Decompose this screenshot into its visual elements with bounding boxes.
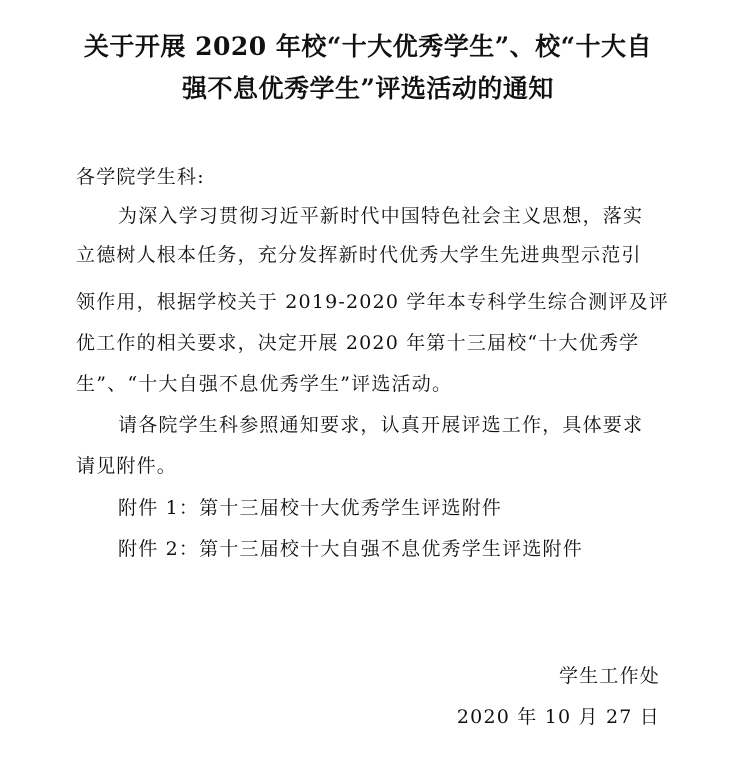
paragraph-2-line-2: 请见附件。 <box>76 455 178 477</box>
paragraph-1-line-4: 优工作的相关要求，决定开展 2020 年第十三届校“十大优秀学 <box>76 332 640 354</box>
attachment-2: 附件 2：第十三届校十大自强不息优秀学生评选附件 <box>118 538 583 560</box>
document-title-line-2: 强不息优秀学生”评选活动的通知 <box>182 74 554 103</box>
paragraph-2-line-1: 请各院学生科参照通知要求，认真开展评选工作，具体要求 <box>118 414 644 436</box>
paragraph-1-line-1: 为深入学习贯彻习近平新时代中国特色社会主义思想，落实 <box>118 205 644 227</box>
document-title-line-1: 关于开展 2020 年校“十大优秀学生”、校“十大自 <box>83 32 653 61</box>
salutation: 各学院学生科: <box>76 166 205 188</box>
paragraph-1-line-3: 领作用，根据学校关于 2019-2020 学年本专科学生综合测评及评 <box>76 291 670 313</box>
paragraph-1-line-5: 生”、“十大自强不息优秀学生”评选活动。 <box>76 373 453 395</box>
signature: 学生工作处 <box>558 665 660 687</box>
attachment-1: 附件 1：第十三届校十大优秀学生评选附件 <box>118 497 503 519</box>
document-date: 2020 年 10 月 27 日 <box>456 706 660 728</box>
paragraph-1-line-2: 立德树人根本任务，充分发挥新时代优秀大学生先进典型示范引 <box>76 244 642 266</box>
